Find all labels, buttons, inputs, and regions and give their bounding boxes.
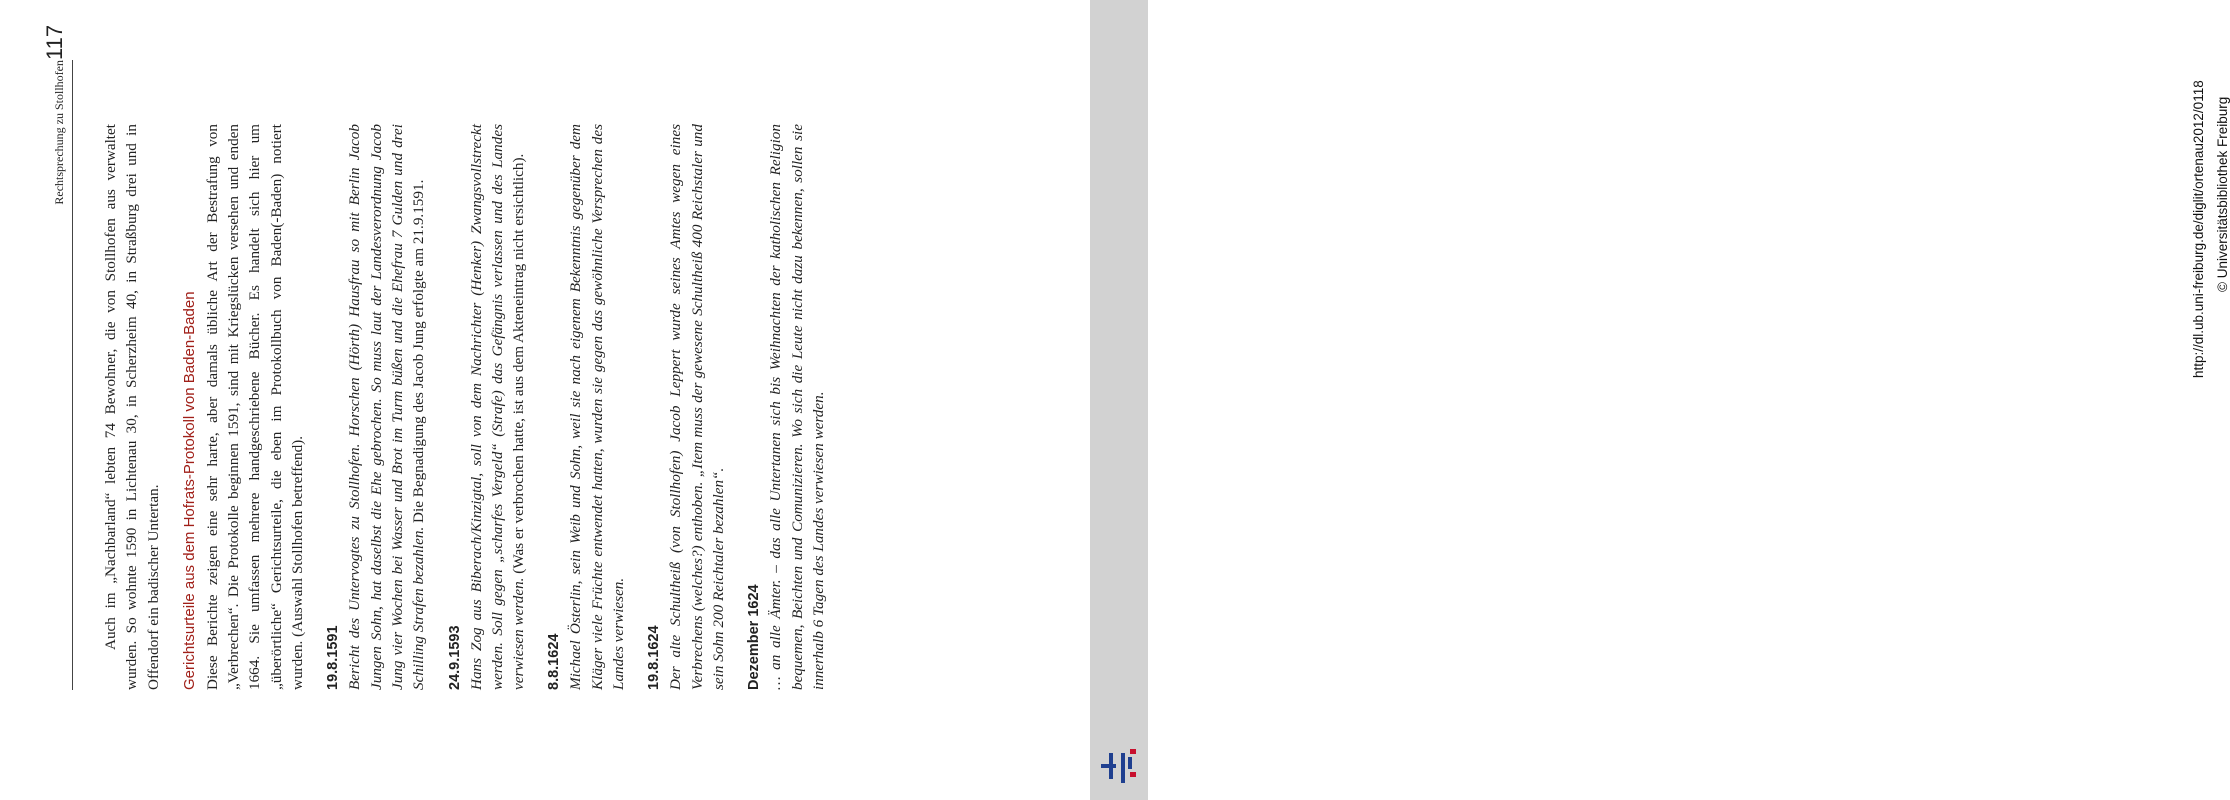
entry-4 <box>644 124 729 690</box>
entry-italic-text: Michael Österlin, sein Weib und Sohn, weil sie nach eigenem Bekenntnis gegenüber dem Kläger viele Früchte entwendet hatten, wurden sie gegen das gewöhnliche Versprechen des Landes verwiesen. <box>567 124 628 690</box>
section-paragraph: Diese Berichte zeigen eine sehr harte, aber damals übliche Art der Bestrafung von „Verbrechen“. Die Protokolle beginnen 1591, sind mit Kriegslücken versehen und enden 1664. Sie umfassen mehrere handgeschriebene Bücher. Es handelt sich hier um „überörtliche“ Gerichtsurteile, die eben im Protokollbuch von Baden(-Baden) notiert wurden. (Auswahl Stollhofen betreffend). <box>203 124 307 690</box>
entry-date: 19.8.1624 <box>646 625 663 690</box>
entry-1 <box>323 124 429 690</box>
entry-normal-text: Die Begnadigung des Jacob Jung erfolgte am 21.9.1591. <box>410 179 428 527</box>
entry-text <box>565 124 629 690</box>
entry-date: 8.8.1624 <box>546 633 563 690</box>
entry-date: 19.8.1591 <box>325 625 342 690</box>
document-page <box>0 0 1090 800</box>
source-url[interactable]: http://dl.ub.uni-freiburg.de/diglit/ortenau2012/0118 <box>2191 80 2206 378</box>
entry-5 <box>744 124 829 690</box>
entry-italic-text: … an alle Ämter. – das alle Untertanen sich bis Weihnachten der katholischen Religion bequemen, Beichten und Comunizieren. Wo sich die Leute nicht dazu bekennen, sollen sie innerhalb 6 Tagen des Landes verwiesen werden. <box>767 124 827 690</box>
entry-italic-text: Bericht des Untervogtes zu Stollhofen. Horschen (Hörth) Hausfrau so mit Berlin Jacob Jungen Sohn, hat daselbst die Ehe gebrochen. So muss laut der Landesverordnung Jacob Jung vier Wochen bei Wasser und Brot im Turm büßen und die Ehefrau 7 Gulden und drei Schilling Strafen bezahlen. <box>346 124 428 690</box>
intro-paragraph: Auch im „Nachbarland“ lebten 74 Bewohner, die von Stollhofen aus verwaltet wurden. So wohnte 1590 in Lichtenau 30, in Scherzheim 40, in Straßburg drei und in Offendorf ein badischer Untertan. <box>102 124 162 690</box>
body-text <box>100 124 829 690</box>
entry-text <box>765 124 829 690</box>
entry-date: 24.9.1593 <box>446 625 463 690</box>
running-head: Rechtsprechung zu Stollhofen <box>52 60 66 205</box>
viewer-sidebar <box>1090 0 2230 800</box>
entry-text <box>665 124 729 690</box>
header-rule <box>72 60 73 690</box>
page-number: 117 <box>42 24 67 60</box>
rotated-page-content <box>0 0 1090 800</box>
entry-text <box>466 124 530 690</box>
section-heading: Gerichtsurteile aus dem Hofrats-Protokoll von Baden-Baden <box>180 291 198 690</box>
entry-italic-text: Hans Zog aus Biberach/Kinzigtal, soll von dem Nachrichter (Henker) Zwangsvollstreckt werden. Soll gegen „scharfes Vergeld“ (Strafe) das Gefängnis verlassen und des Landes verwiesen werden. <box>467 124 528 690</box>
entry-italic-text: Der alte Schultheiß (von Stollhofen) Jacob Leppert wurde seines Amtes wegen eines Verbrechens (welches?) enthoben. „Item muss der gewesene Schultheiß 400 Reichstaler und sein Sohn 200 Reichtaler bezahlen“. <box>667 124 727 690</box>
entry-2 <box>445 124 530 690</box>
entry-text <box>344 124 429 690</box>
copyright-notice: © Universitätsbibliothek Freiburg <box>2215 96 2230 292</box>
entry-date: Dezember 1624 <box>746 584 763 690</box>
library-logo-icon <box>1101 747 1141 787</box>
entry-3 <box>544 124 629 690</box>
entry-normal-text: (Was er verbrochen hatte, ist aus dem Akteneintrag nicht ersichtlich). <box>510 153 528 578</box>
